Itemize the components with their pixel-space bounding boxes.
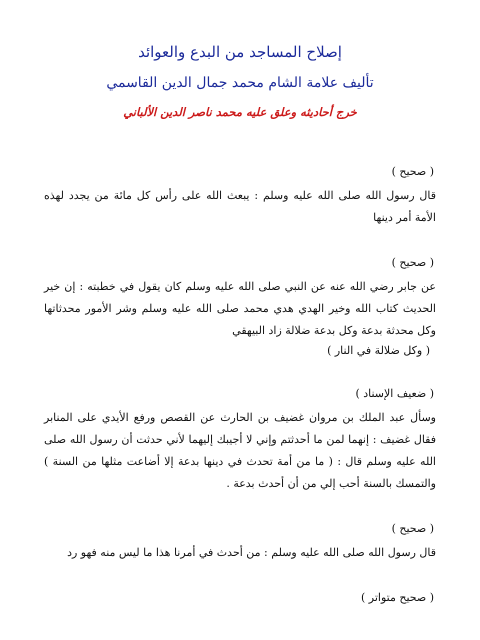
- hadith-grade: ( صحيح ): [391, 256, 434, 269]
- book-editor-credit: خرج أحاديثه وعلق عليه محمد ناصر الدين الألباني: [123, 105, 357, 119]
- hadith-grade: ( صحيح ): [391, 165, 434, 178]
- hadith-text: قال رسول الله صلى الله عليه وسلم : من أحدث في أمرنا هذا ما ليس منه فهو رد: [67, 546, 436, 559]
- hadith-text: عن جابر رضي الله عنه عن النبي صلى الله عليه وسلم كان يقول في خطبته : إن خير الحديث كتاب الله وخير الهدي هدي محمد صلى الله عليه وسلم وشر الأمور محدثاتها وكل محدثة بدعة وكل بدعة ضلالة زاد البيهقي: [44, 280, 436, 337]
- hadith-addition: ( وكل ضلالة في النار ): [327, 344, 430, 357]
- hadith-text: قال رسول الله صلى الله عليه وسلم : يبعث الله على رأس كل مائة من يجدد لهذه الأمة أمر دينها: [44, 189, 436, 224]
- hadith-section-2: [44, 255, 436, 360]
- book-title: إصلاح المساجد من البدع والعوائد: [138, 43, 342, 61]
- document-header: [44, 42, 436, 120]
- hadith-text: وسأل عبد الملك بن مروان غضيف بن الحارث عن القصص ورفع الأيدي على المنابر فقال غضيف : إنهما لمن ما أحدثتم وإني لا أجيبك إليهما لأني حدثت أن رسول الله صلى الله عليه وسلم قال : ( ما من أمة تحدث في دينها بدعة إلا أضاعت مثلها من السنة ) والتمسك بالسنة أحب إلي من أن أحدث بدعة .: [44, 411, 436, 490]
- hadith-grade: ( صحيح متواتر ): [360, 591, 434, 604]
- hadith-grade: ( صحيح ): [391, 522, 434, 535]
- hadith-grade: ( ضعيف الإسناد ): [355, 387, 434, 400]
- hadith-section-5: [44, 590, 436, 605]
- book-author: تأليف علامة الشام محمد جمال الدين القاسمي: [106, 75, 374, 91]
- hadith-section-1: [44, 164, 436, 229]
- hadith-section-3: [44, 386, 436, 495]
- hadith-section-4: [44, 521, 436, 564]
